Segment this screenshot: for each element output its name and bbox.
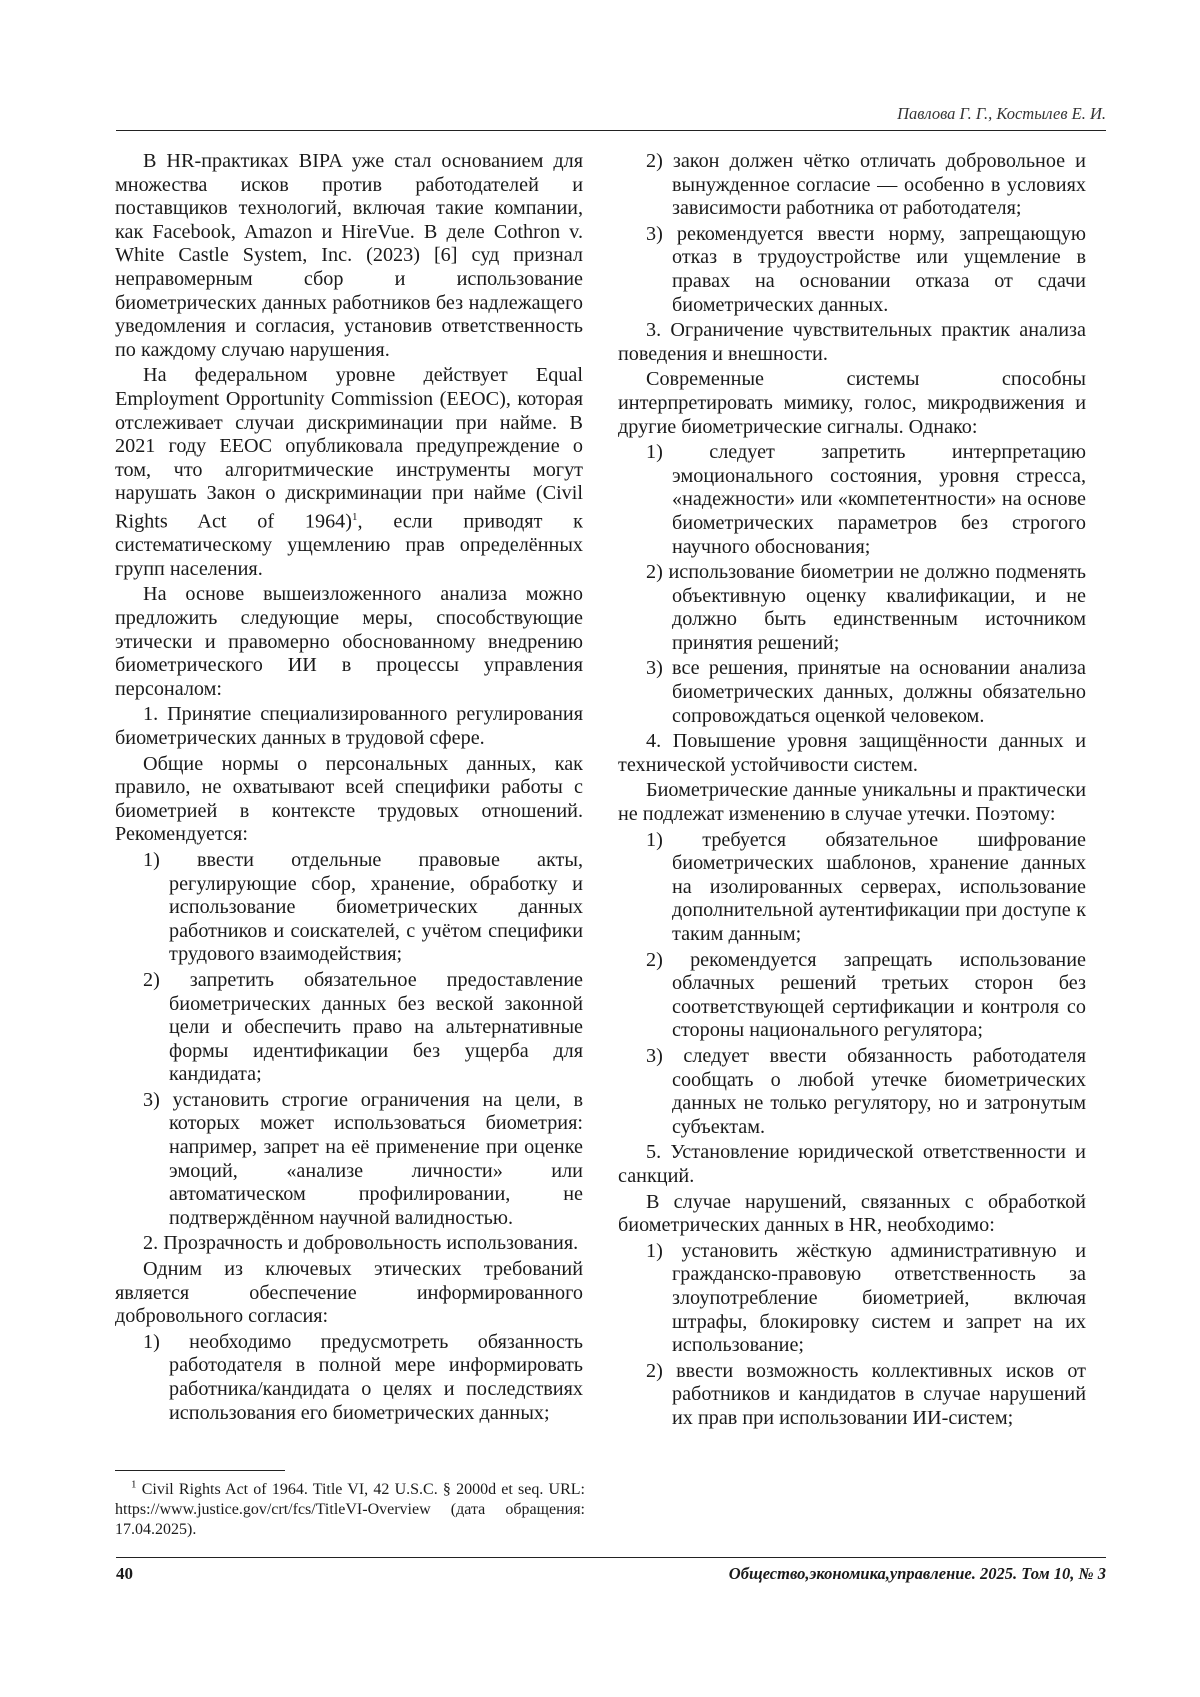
list-item: 3) следует ввести обязанность работодателя сообщать о любой утечке биометрических данных не только регулятору, но и затронутым субъектам. bbox=[646, 1044, 1086, 1138]
right-column bbox=[618, 150, 1086, 1432]
list-item: 1) ввести отдельные правовые акты, регулирующие сбор, хранение, обработку и использование биометрических данных работников и соискателей, с учётом специфики трудового взаимодействия; bbox=[143, 848, 583, 966]
paragraph: На основе вышеизложенного анализа можно предложить следующие меры, способствующие этически и правомерно обоснованному внедрению биометрического ИИ в процессы управления персоналом: bbox=[115, 583, 583, 700]
page-number: 40 bbox=[116, 1564, 133, 1583]
list-item: 3) все решения, принятые на основании анализа биометрических данных, должны обязательно сопровождаться оценкой человеком. bbox=[646, 657, 1086, 727]
paragraph: Общие нормы о персональных данных, как правило, не охватывают всей специфики работы с биометрией в контексте трудовых отношений. Рекомендуется: bbox=[115, 752, 583, 846]
paragraph: В HR-практиках BIPA уже стал основанием для множества исков против работодателей и поставщиков технологий, включая такие компании, как Facebook, Amazon и HireVue. В деле Cothron v. White Castle System, Inc. (2023) [6] суд признал неправомерным сбор и использование биометрических данных работников без надлежащего уведомления и согласия, установив ответственность по каждому случаю нарушения. bbox=[115, 150, 583, 361]
list-item: 1) установить жёсткую административную и гражданско-правовую ответственность за злоупотребление биометрией, включая штрафы, блокировку систем и запрет на их использование; bbox=[646, 1239, 1086, 1357]
running-header bbox=[116, 100, 1106, 131]
list-item: 2) ввести возможность коллективных исков от работников и кандидатов в случае нарушений их прав при использовании ИИ-систем; bbox=[646, 1359, 1086, 1429]
page-footer bbox=[116, 1557, 1106, 1598]
footnote-separator bbox=[115, 1470, 285, 1471]
list-item: 2) запретить обязательное предоставление биометрических данных без веской законной цели и обеспечить право на альтернативные формы идентификации без ущерба для кандидата; bbox=[143, 968, 583, 1086]
list-item: 2) закон должен чётко отличать добровольное и вынужденное согласие — особенно в условиях зависимости работника от работодателя; bbox=[646, 150, 1086, 220]
list-item: 3) установить строгие ограничения на цели, в которых может использоваться биометрия: например, запрет на её применение при оценке эмоций, «анализе личности» или автоматическом профилировании, не подтверждённом научной валидностью. bbox=[143, 1088, 583, 1229]
paragraph: 2. Прозрачность и добровольность использования. bbox=[143, 1232, 579, 1255]
paragraph: 1. Принятие специализированного регулирования биометрических данных в трудовой сфере. bbox=[115, 703, 583, 749]
paragraph: На федеральном уровне действует Equal Employment Opportunity Commission (EEOC), которая отслеживает случаи дискриминации при найме. В 2021 году EEOC опубликовала предупреждение о том, что алгоритмические инструменты могут нарушать Закон о дискриминации при найме (Civil Rights Act of 1964)$^1$, если приводят к систематическому ущемлению прав определённых групп населения. bbox=[115, 364, 583, 580]
paragraph: 5. Установление юридической ответственности и санкций. bbox=[618, 1141, 1086, 1187]
paragraph: Биометрические данные уникальны и практически не подлежат изменению в случае утечки. Поэтому: bbox=[618, 779, 1086, 826]
list-item: 2) рекомендуется запрещать использование облачных решений третьих сторон без соответствующей сертификации и контроля со стороны национального регулятора; bbox=[646, 948, 1086, 1042]
list-item: 1) следует запретить интерпретацию эмоционального состояния, уровня стресса, «надежности» или «компетентности» на основе биометрических параметров без строгого научного обоснования; bbox=[646, 441, 1086, 558]
list-item: 3) рекомендуется ввести норму, запрещающую отказ в трудоустройстве или ущемление в правах на основании отказа от сдачи биометрических данных. bbox=[646, 222, 1086, 316]
paragraph: 4. Повышение уровня защищённости данных и технической устойчивости систем. bbox=[618, 730, 1086, 776]
footnote-text: Civil Rights Act of 1964. Title VI, 42 U.S.C. § 2000d et seq. URL: https://www.justice.gov/crt/fcs/TitleVI-Overview (дата обращения: 17.04.2025). bbox=[115, 1481, 585, 1538]
paragraph: Одним из ключевых этических требований является обеспечение информированного добровольного согласия: bbox=[115, 1258, 583, 1328]
header-authors: Павлова Г. Г., Костылев Е. И. bbox=[897, 104, 1106, 123]
paragraph: В случае нарушений, связанных с обработкой биометрических данных в HR, необходимо: bbox=[618, 1190, 1086, 1237]
paragraph: Современные системы способны интерпретировать мимику, голос, микродвижения и другие биометрические сигналы. Однако: bbox=[618, 368, 1086, 438]
footnote-mark: 1 bbox=[131, 1478, 137, 1491]
footnote bbox=[115, 1480, 585, 1540]
journal-title: Общество,экономика,управление. 2025. Том 10, № 3 bbox=[728, 1564, 1106, 1583]
footnote-ref: 1 bbox=[352, 510, 358, 523]
left-column bbox=[115, 150, 583, 1427]
paragraph: 3. Ограничение чувствительных практик анализа поведения и внешности. bbox=[618, 319, 1086, 365]
list-item: 1) требуется обязательное шифрование биометрических шаблонов, хранение данных на изолированных серверах, использование дополнительной аутентификации при доступе к таким данным; bbox=[646, 828, 1086, 945]
list-item: 1) необходимо предусмотреть обязанность работодателя в полной мере информировать работника/кандидата о целях и последствиях использования его биометрических данных; bbox=[143, 1330, 583, 1424]
list-item: 2) использование биометрии не должно подменять объективную оценку квалификации, и не должно быть единственным источником принятия решений; bbox=[646, 561, 1086, 654]
